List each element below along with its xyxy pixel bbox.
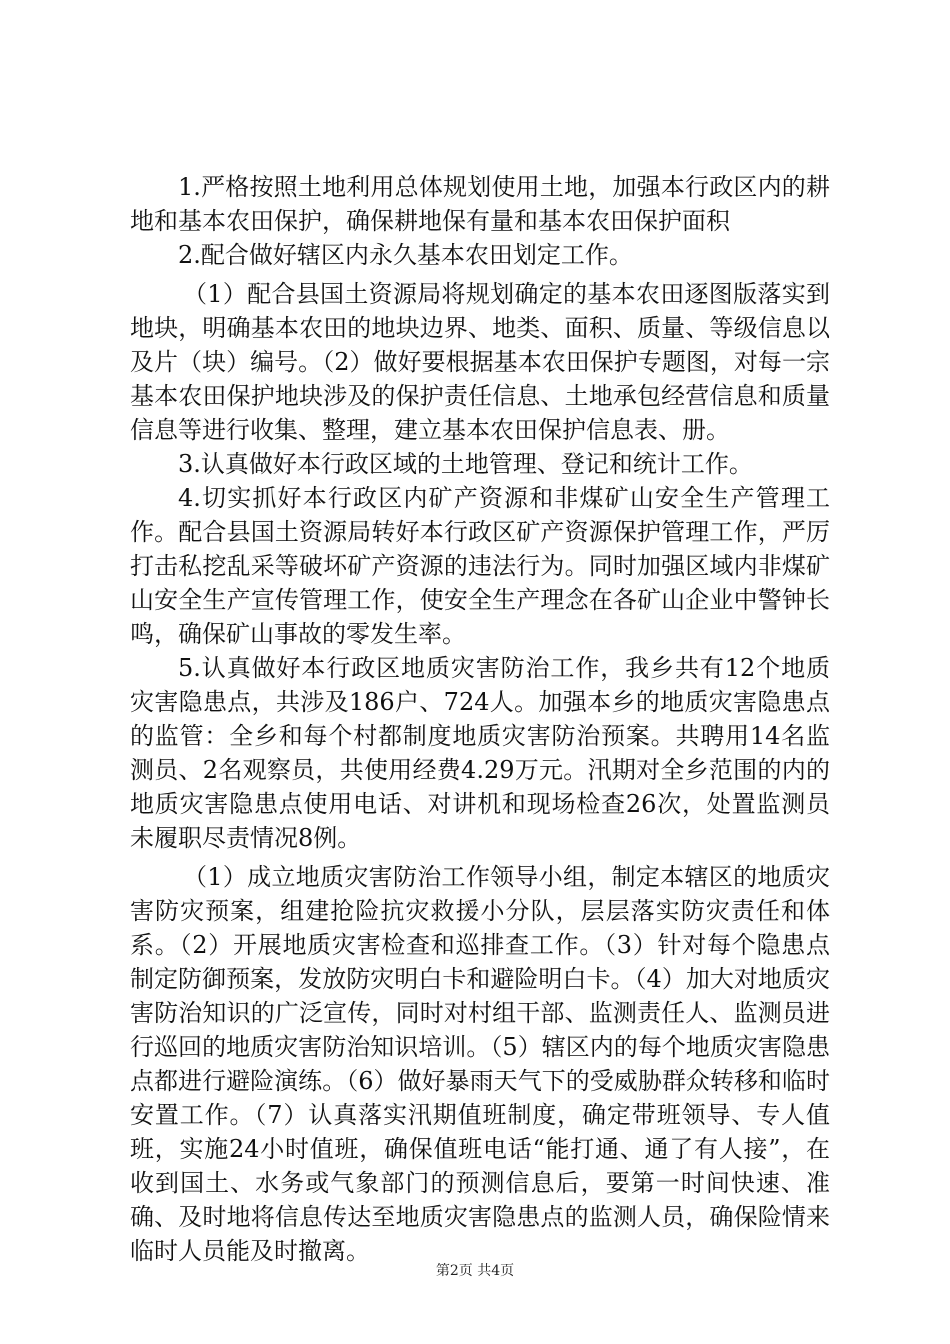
paragraph-5: 5.认真做好本行政区地质灾害防治工作，我乡共有12个地质灾害隐患点，共涉及186户、724人。加强本乡的地质灾害隐患点的监管：全乡和每个村都制度地质灾害防治预案。共聘用14名监测员、2名观察员，共使用经费4.29万元。汛期对全乡范围的内的地质灾害隐患点使用电话、对讲机和现场检查26次，处置监测员未履职尽责情况8例。 xyxy=(130,654,830,852)
paragraph-3: 3.认真做好本行政区域的土地管理、登记和统计工作。 xyxy=(178,450,753,478)
paragraph-5-detail: （1）成立地质灾害防治工作领导小组，制定本辖区的地质灾害防灾预案，组建抢险抗灾救援小分队，层层落实防灾责任和体系。（2）开展地质灾害检查和巡排查工作。（3）针对每个隐患点制定防御预案，发放防灾明白卡和避险明白卡。（4）加大对地质灾害防治知识的广泛宣传，同时对村组干部、监测责任人、监测员进行巡回的地质灾害防治知识培训。（5）辖区内的每个地质灾害隐患点都进行避险演练。（6）做好暴雨天气下的受威胁群众转移和临时安置工作。（7）认真落实汛期值班制度，确定带班领导、专人值班，实施24小时值班，确保值班电话“能打通、通了有人接”，在收到国土、水务或气象部门的预测信息后，要第一时间快速、准确、及时地将信息传达至地质灾害隐患点的监测人员，确保险情来临时人员能及时撤离。 xyxy=(130,863,830,1265)
paragraph-2: 2.配合做好辖区内永久基本农田划定工作。 xyxy=(178,241,633,269)
document-body xyxy=(130,170,830,1268)
paragraph-2-detail: （1）配合县国土资源局将规划确定的基本农田逐图版落实到地块，明确基本农田的地块边界、地类、面积、质量、等级信息以及片（块）编号。（2）做好要根据基本农田保护专题图，对每一宗基本农田保护地块涉及的保护责任信息、土地承包经营信息和质量信息等进行收集、整理，建立基本农田保护信息表、册。 xyxy=(130,280,830,444)
paragraph-4: 4.切实抓好本行政区内矿产资源和非煤矿山安全生产管理工作。配合县国土资源局转好本行政区矿产资源保护管理工作，严厉打击私挖乱采等破坏矿产资源的违法行为。同时加强区域内非煤矿山安全生产宣传管理工作，使安全生产理念在各矿山企业中警钟长鸣，确保矿山事故的零发生率。 xyxy=(130,484,830,648)
page-footer: 第2页 共4页 xyxy=(435,1263,515,1279)
paragraph-1: 1.严格按照土地利用总体规划使用土地，加强本行政区内的耕地和基本农田保护，确保耕地保有量和基本农田保护面积 xyxy=(130,173,830,235)
